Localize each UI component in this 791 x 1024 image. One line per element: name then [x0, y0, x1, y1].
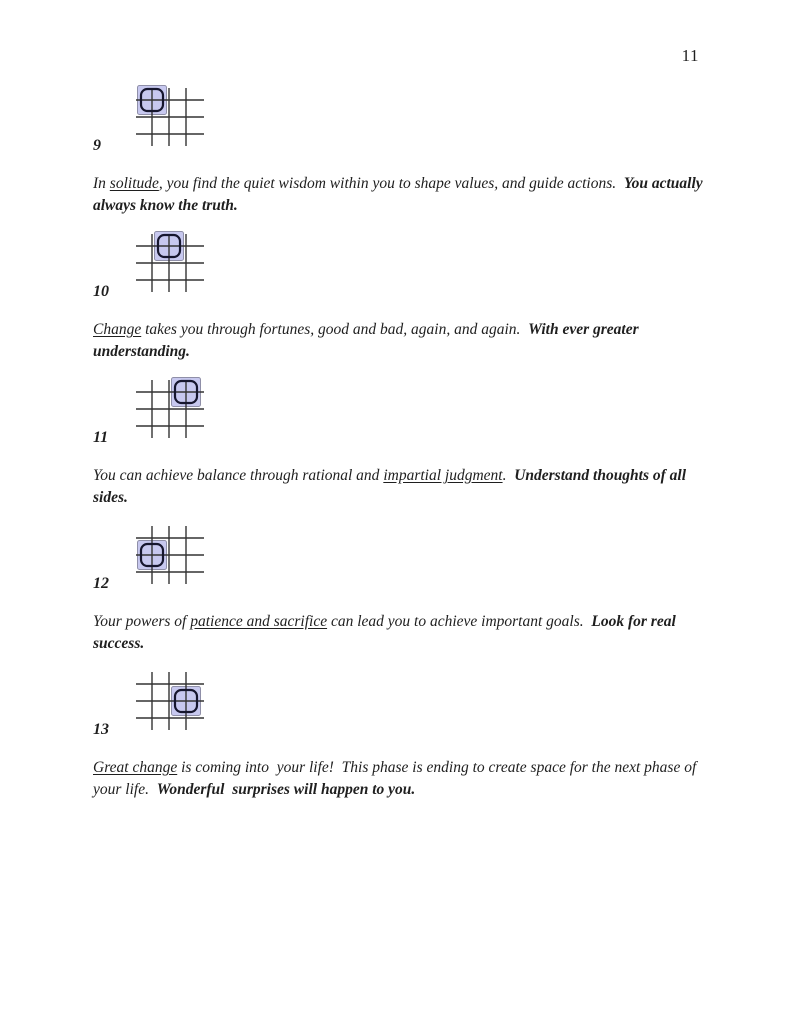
- entry-number: 11: [93, 429, 109, 446]
- entry-number: 13: [93, 721, 109, 738]
- entry: [93, 80, 705, 217]
- text-segment-normal: , you find the quiet wisdom within you to shape values, and guide actions.: [158, 175, 624, 192]
- text-segment-normal: can lead you to achieve important goals.: [327, 613, 592, 630]
- entry-text: [93, 319, 705, 363]
- entry: [93, 664, 705, 801]
- position-grid-figure: [130, 372, 210, 444]
- entry-figure: [93, 80, 705, 152]
- text-segment-underline: impartial judgment: [383, 467, 503, 484]
- text-segment-normal: .: [502, 467, 515, 484]
- entry: [93, 518, 705, 655]
- text-segment-normal: takes you through fortunes, good and bad, again, and again.: [141, 321, 529, 338]
- position-grid-figure: [130, 518, 210, 590]
- text-segment-bold: Understand thoughts of all sides.: [93, 467, 690, 506]
- position-grid-figure: [130, 226, 210, 298]
- entry-number: 9: [93, 137, 101, 154]
- entry-number: 12: [93, 575, 109, 592]
- page-content: [93, 80, 705, 810]
- entry-number: 10: [93, 283, 109, 300]
- entry-text: [93, 173, 705, 217]
- entry-figure: [93, 518, 705, 590]
- text-segment-normal: is coming into your life! This phase is ending to create space for the next phase of your life.: [93, 759, 701, 798]
- position-grid-figure: [130, 80, 210, 152]
- page-number: 11: [681, 46, 699, 65]
- entry: [93, 226, 705, 363]
- entry: [93, 372, 705, 509]
- text-segment-bold: With ever greater understanding.: [93, 321, 643, 360]
- text-segment-bold: You actually always know the truth.: [93, 175, 707, 214]
- text-segment-underline: Change: [93, 321, 142, 338]
- text-segment-normal: In: [93, 175, 110, 192]
- entry-text: [93, 757, 705, 801]
- entry-text: [93, 465, 705, 509]
- text-segment-normal: You can achieve balance through rational and: [93, 467, 384, 484]
- position-grid-figure: [130, 664, 210, 736]
- text-segment-bold: Look for real success.: [93, 613, 680, 652]
- text-segment-underline: solitude: [109, 175, 159, 192]
- text-segment-normal: Your powers of: [93, 613, 191, 630]
- entry-text: [93, 611, 705, 655]
- text-segment-underline: Great change: [93, 759, 178, 776]
- text-segment-underline: patience and sacrifice: [190, 613, 328, 630]
- entry-figure: [93, 226, 705, 298]
- entry-figure: [93, 664, 705, 736]
- entry-figure: [93, 372, 705, 444]
- text-segment-bold: Wonderful surprises will happen to you.: [156, 781, 416, 798]
